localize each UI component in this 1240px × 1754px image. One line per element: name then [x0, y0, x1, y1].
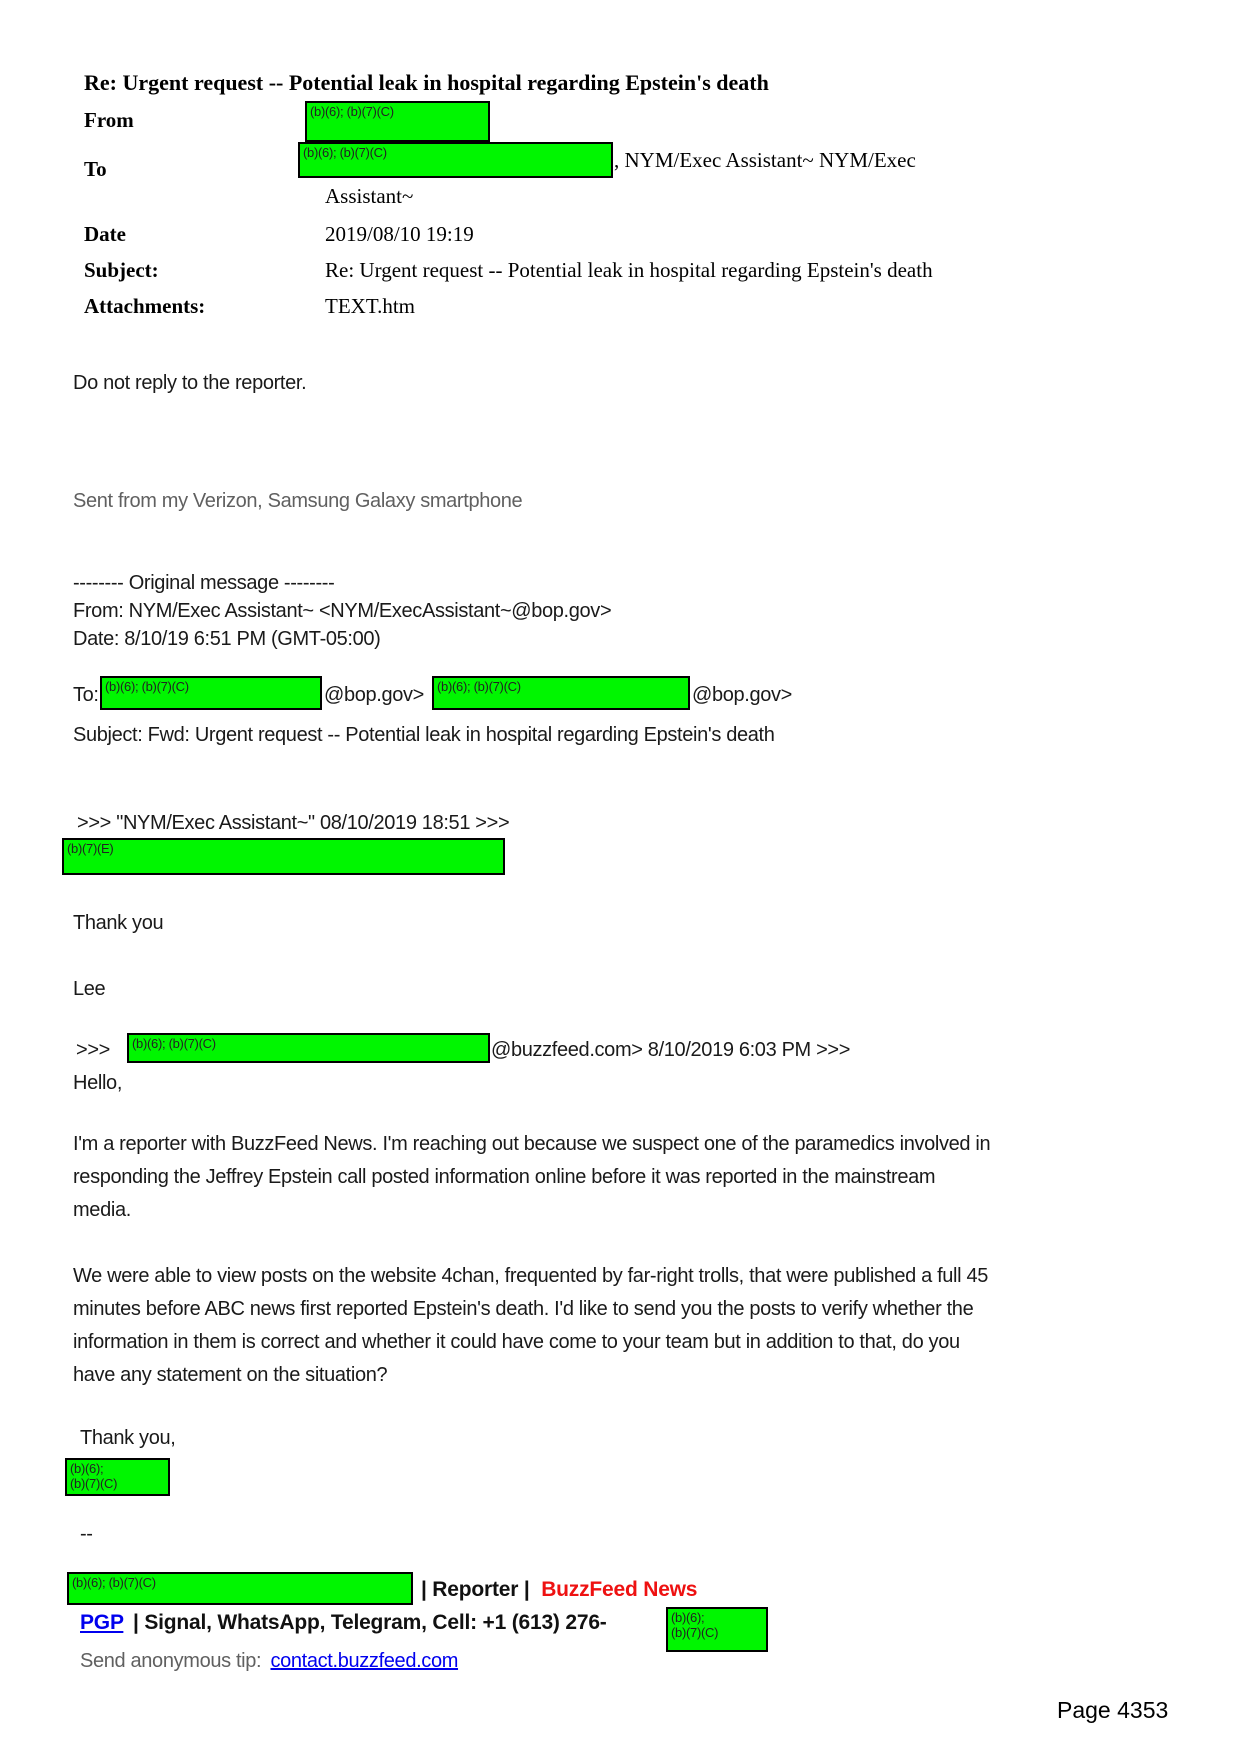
thank-you-text: Thank you [73, 912, 164, 934]
signoff-name: Lee [73, 978, 106, 1000]
redaction-code: (b)(6); (b)(7)(C) [437, 679, 521, 694]
subject-label: Subject: [84, 258, 159, 282]
redaction-code: (b)(6); (b)(7)(C) [310, 104, 394, 119]
original-message-divider: -------- Original message -------- [73, 572, 335, 594]
to-value-rest: , NYM/Exec Assistant~ NYM/Exec [614, 148, 916, 172]
redaction-code-line-1: (b)(6); [671, 1610, 705, 1625]
redaction-box-b7e [62, 838, 505, 875]
paragraph-2-line-2: minutes before ABC news first reported Epstein's death. I'd like to send you the posts to verify whether the [73, 1298, 974, 1320]
date-label: Date [84, 222, 126, 246]
reporter-separator: | Reporter | [421, 1578, 530, 1601]
redaction-box-reporter-email [127, 1033, 490, 1063]
paragraph-1-line-3: media. [73, 1199, 131, 1221]
redaction-box-reporter-name [67, 1572, 413, 1605]
redaction-code: (b)(6); (b)(7)(C) [132, 1036, 216, 1051]
redaction-box-signature-name [65, 1458, 170, 1496]
attachments-label: Attachments: [84, 294, 206, 318]
anonymous-tip-line [80, 1650, 458, 1673]
signature-title-line [421, 1578, 697, 1602]
paragraph-2-line-1: We were able to view posts on the website 4chan, frequented by far-right trolls, that were published a full 45 [73, 1265, 988, 1287]
page-number: Page 4353 [1057, 1697, 1169, 1723]
orig-to-domain-1: @bop.gov> [324, 684, 425, 706]
to-label: To [84, 157, 107, 181]
redaction-box-recipient-1 [100, 676, 322, 710]
paragraph-2 [73, 1260, 988, 1392]
to-value-line2: Assistant~ [325, 184, 414, 208]
sent-from-text: Sent from my Verizon, Samsung Galaxy smartphone [73, 490, 523, 512]
email-title: Re: Urgent request -- Potential leak in hospital regarding Epstein's death [84, 70, 769, 95]
paragraph-1 [73, 1128, 990, 1227]
redaction-code-line-2: (b)(7)(C) [671, 1625, 719, 1640]
attachments-value: TEXT.htm [325, 294, 416, 318]
from-label: From [84, 108, 134, 132]
quote2-prefix: >>> [76, 1039, 110, 1061]
do-not-reply-text: Do not reply to the reporter. [73, 372, 307, 394]
redaction-code: (b)(6); (b)(7)(C) [303, 145, 387, 160]
redaction-code: (b)(7)(E) [67, 841, 114, 856]
hello-text: Hello, [73, 1072, 123, 1094]
redaction-box-recipient-2 [432, 676, 690, 710]
date-value: 2019/08/10 19:19 [325, 222, 474, 246]
buzzfeed-news-text: BuzzFeed News [541, 1578, 698, 1601]
paragraph-1-line-1: I'm a reporter with BuzzFeed News. I'm reaching out because we suspect one of the paramedics involved in [73, 1133, 991, 1155]
orig-from-line: From: NYM/Exec Assistant~ <NYM/ExecAssistant~@bop.gov> [73, 600, 612, 622]
orig-date-line: Date: 8/10/19 6:51 PM (GMT-05:00) [73, 628, 381, 650]
redaction-code: (b)(6); (b)(7)(C) [72, 1575, 156, 1590]
signature-contact-line [80, 1611, 607, 1635]
orig-to-label: To: [73, 684, 99, 706]
contact-methods-text: | Signal, WhatsApp, Telegram, Cell: +1 (613) 276- [133, 1611, 607, 1634]
redaction-code-line-2: (b)(7)(C) [70, 1476, 118, 1491]
signature-dashes: -- [80, 1523, 93, 1545]
orig-subject-line: Subject: Fwd: Urgent request -- Potential leak in hospital regarding Epstein's death [73, 724, 775, 746]
thank-you-2-text: Thank you, [80, 1427, 176, 1449]
redaction-box-from [305, 101, 490, 142]
tip-link[interactable]: contact.buzzfeed.com [270, 1650, 459, 1672]
tip-label: Send anonymous tip: [80, 1650, 262, 1672]
paragraph-1-line-2: responding the Jeffrey Epstein call posted information online before it was reported in the mainstream [73, 1166, 936, 1188]
redaction-box-phone [666, 1607, 768, 1652]
redaction-code-line-1: (b)(6); [70, 1461, 104, 1476]
quote-header-1: >>> "NYM/Exec Assistant~" 08/10/2019 18:51 >>> [77, 812, 510, 834]
quote2-suffix: @buzzfeed.com> 8/10/2019 6:03 PM >>> [491, 1039, 851, 1061]
paragraph-2-line-3: information in them is correct and whether it could have come to your team but in addition to that, do you [73, 1331, 960, 1353]
redaction-box-to [298, 142, 613, 178]
paragraph-2-line-4: have any statement on the situation? [73, 1364, 388, 1386]
subject-value: Re: Urgent request -- Potential leak in hospital regarding Epstein's death [325, 258, 933, 282]
pgp-link[interactable]: PGP [80, 1611, 124, 1634]
redaction-code: (b)(6); (b)(7)(C) [105, 679, 189, 694]
orig-to-domain-2: @bop.gov> [692, 684, 793, 706]
